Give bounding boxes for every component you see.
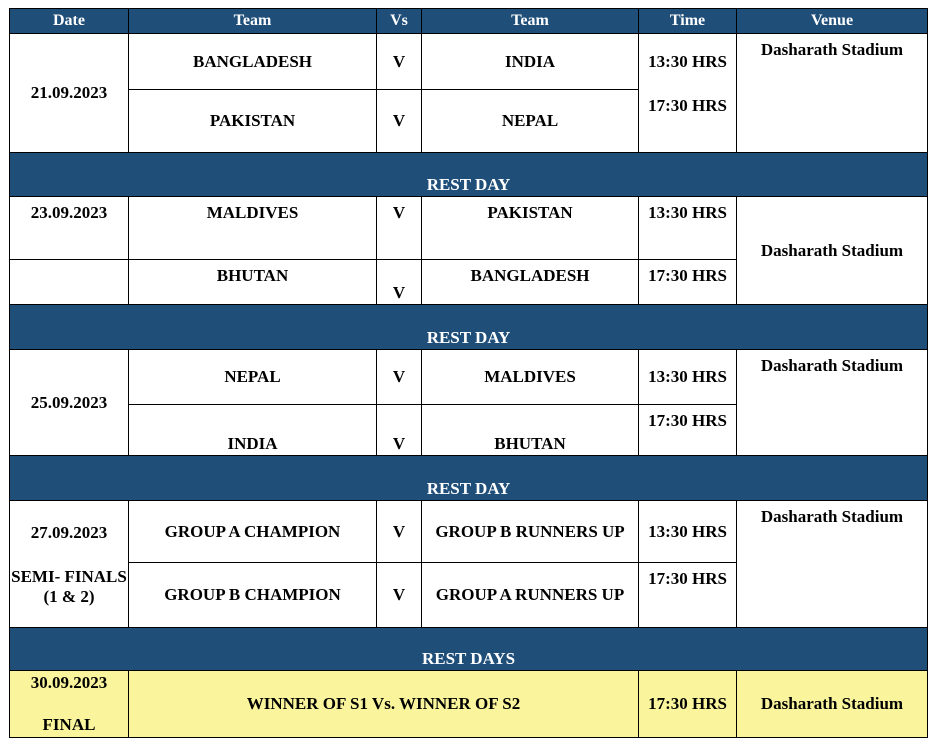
match-time: 13:30 HRS bbox=[639, 501, 737, 563]
match-date-cell bbox=[10, 501, 129, 628]
match-time: 13:30 HRS bbox=[639, 197, 737, 260]
vs-marker: V bbox=[377, 90, 422, 153]
match-date: 25.09.2023 bbox=[10, 350, 129, 456]
final-row bbox=[10, 671, 928, 738]
team-2: PAKISTAN bbox=[422, 197, 639, 260]
final-stage-label: FINAL bbox=[42, 715, 96, 734]
match-time: 17:30 HRS bbox=[639, 563, 737, 628]
header-row bbox=[10, 9, 928, 34]
team-1: INDIA bbox=[129, 405, 377, 456]
match-time: 17:30 HRS bbox=[639, 90, 737, 153]
header-time: Time bbox=[639, 9, 737, 34]
rest-day-label: REST DAY bbox=[10, 456, 928, 501]
match-row bbox=[10, 197, 928, 260]
match-row bbox=[10, 501, 928, 563]
team-2: MALDIVES bbox=[422, 350, 639, 405]
header-vs: Vs bbox=[377, 9, 422, 34]
team-2: GROUP A RUNNERS UP bbox=[422, 563, 639, 628]
vs-marker: V bbox=[377, 563, 422, 628]
final-time: 17:30 HRS bbox=[639, 671, 737, 738]
match-date-blank bbox=[10, 260, 129, 305]
vs-marker: V bbox=[377, 260, 422, 305]
match-time: 17:30 HRS bbox=[639, 260, 737, 305]
vs-marker: V bbox=[377, 350, 422, 405]
rest-day-row bbox=[10, 456, 928, 501]
match-time: 13:30 HRS bbox=[639, 34, 737, 90]
vs-marker: V bbox=[377, 501, 422, 563]
vs-marker: V bbox=[377, 34, 422, 90]
header-team-2: Team bbox=[422, 9, 639, 34]
match-time: 17:30 HRS bbox=[639, 405, 737, 456]
final-fixture: WINNER OF S1 Vs. WINNER OF S2 bbox=[129, 671, 639, 738]
vs-marker: V bbox=[377, 197, 422, 260]
rest-day-row bbox=[10, 153, 928, 197]
vs-marker: V bbox=[377, 405, 422, 456]
final-date: 30.09.2023 bbox=[30, 673, 108, 692]
header-date: Date bbox=[10, 9, 129, 34]
venue: Dasharath Stadium bbox=[737, 197, 928, 305]
venue: Dasharath Stadium bbox=[737, 34, 928, 153]
team-1: PAKISTAN bbox=[129, 90, 377, 153]
rest-day-label: REST DAY bbox=[10, 153, 928, 197]
final-venue: Dasharath Stadium bbox=[737, 671, 928, 738]
header-team-1: Team bbox=[129, 9, 377, 34]
team-1: BANGLADESH bbox=[129, 34, 377, 90]
match-row bbox=[10, 34, 928, 90]
team-2: NEPAL bbox=[422, 90, 639, 153]
venue: Dasharath Stadium bbox=[737, 501, 928, 628]
team-1: MALDIVES bbox=[129, 197, 377, 260]
final-date-cell bbox=[10, 671, 129, 738]
team-1: GROUP A CHAMPION bbox=[129, 501, 377, 563]
team-1: GROUP B CHAMPION bbox=[129, 563, 377, 628]
team-2: BANGLADESH bbox=[422, 260, 639, 305]
team-2: INDIA bbox=[422, 34, 639, 90]
rest-day-row bbox=[10, 305, 928, 350]
team-1: NEPAL bbox=[129, 350, 377, 405]
team-2: GROUP B RUNNERS UP bbox=[422, 501, 639, 563]
match-date: 27.09.2023 bbox=[30, 523, 108, 542]
rest-day-row bbox=[10, 628, 928, 671]
match-date: 21.09.2023 bbox=[10, 34, 129, 153]
match-time: 13:30 HRS bbox=[639, 350, 737, 405]
team-2: BHUTAN bbox=[422, 405, 639, 456]
match-row bbox=[10, 350, 928, 405]
team-1: BHUTAN bbox=[129, 260, 377, 305]
header-venue: Venue bbox=[737, 9, 928, 34]
venue: Dasharath Stadium bbox=[737, 350, 928, 456]
match-date: 23.09.2023 bbox=[10, 197, 129, 260]
rest-day-label: REST DAYS bbox=[10, 628, 928, 671]
rest-day-label: REST DAY bbox=[10, 305, 928, 350]
stage-label: SEMI- FINALS (1 & 2) bbox=[11, 567, 127, 606]
fixtures-table bbox=[9, 8, 928, 738]
